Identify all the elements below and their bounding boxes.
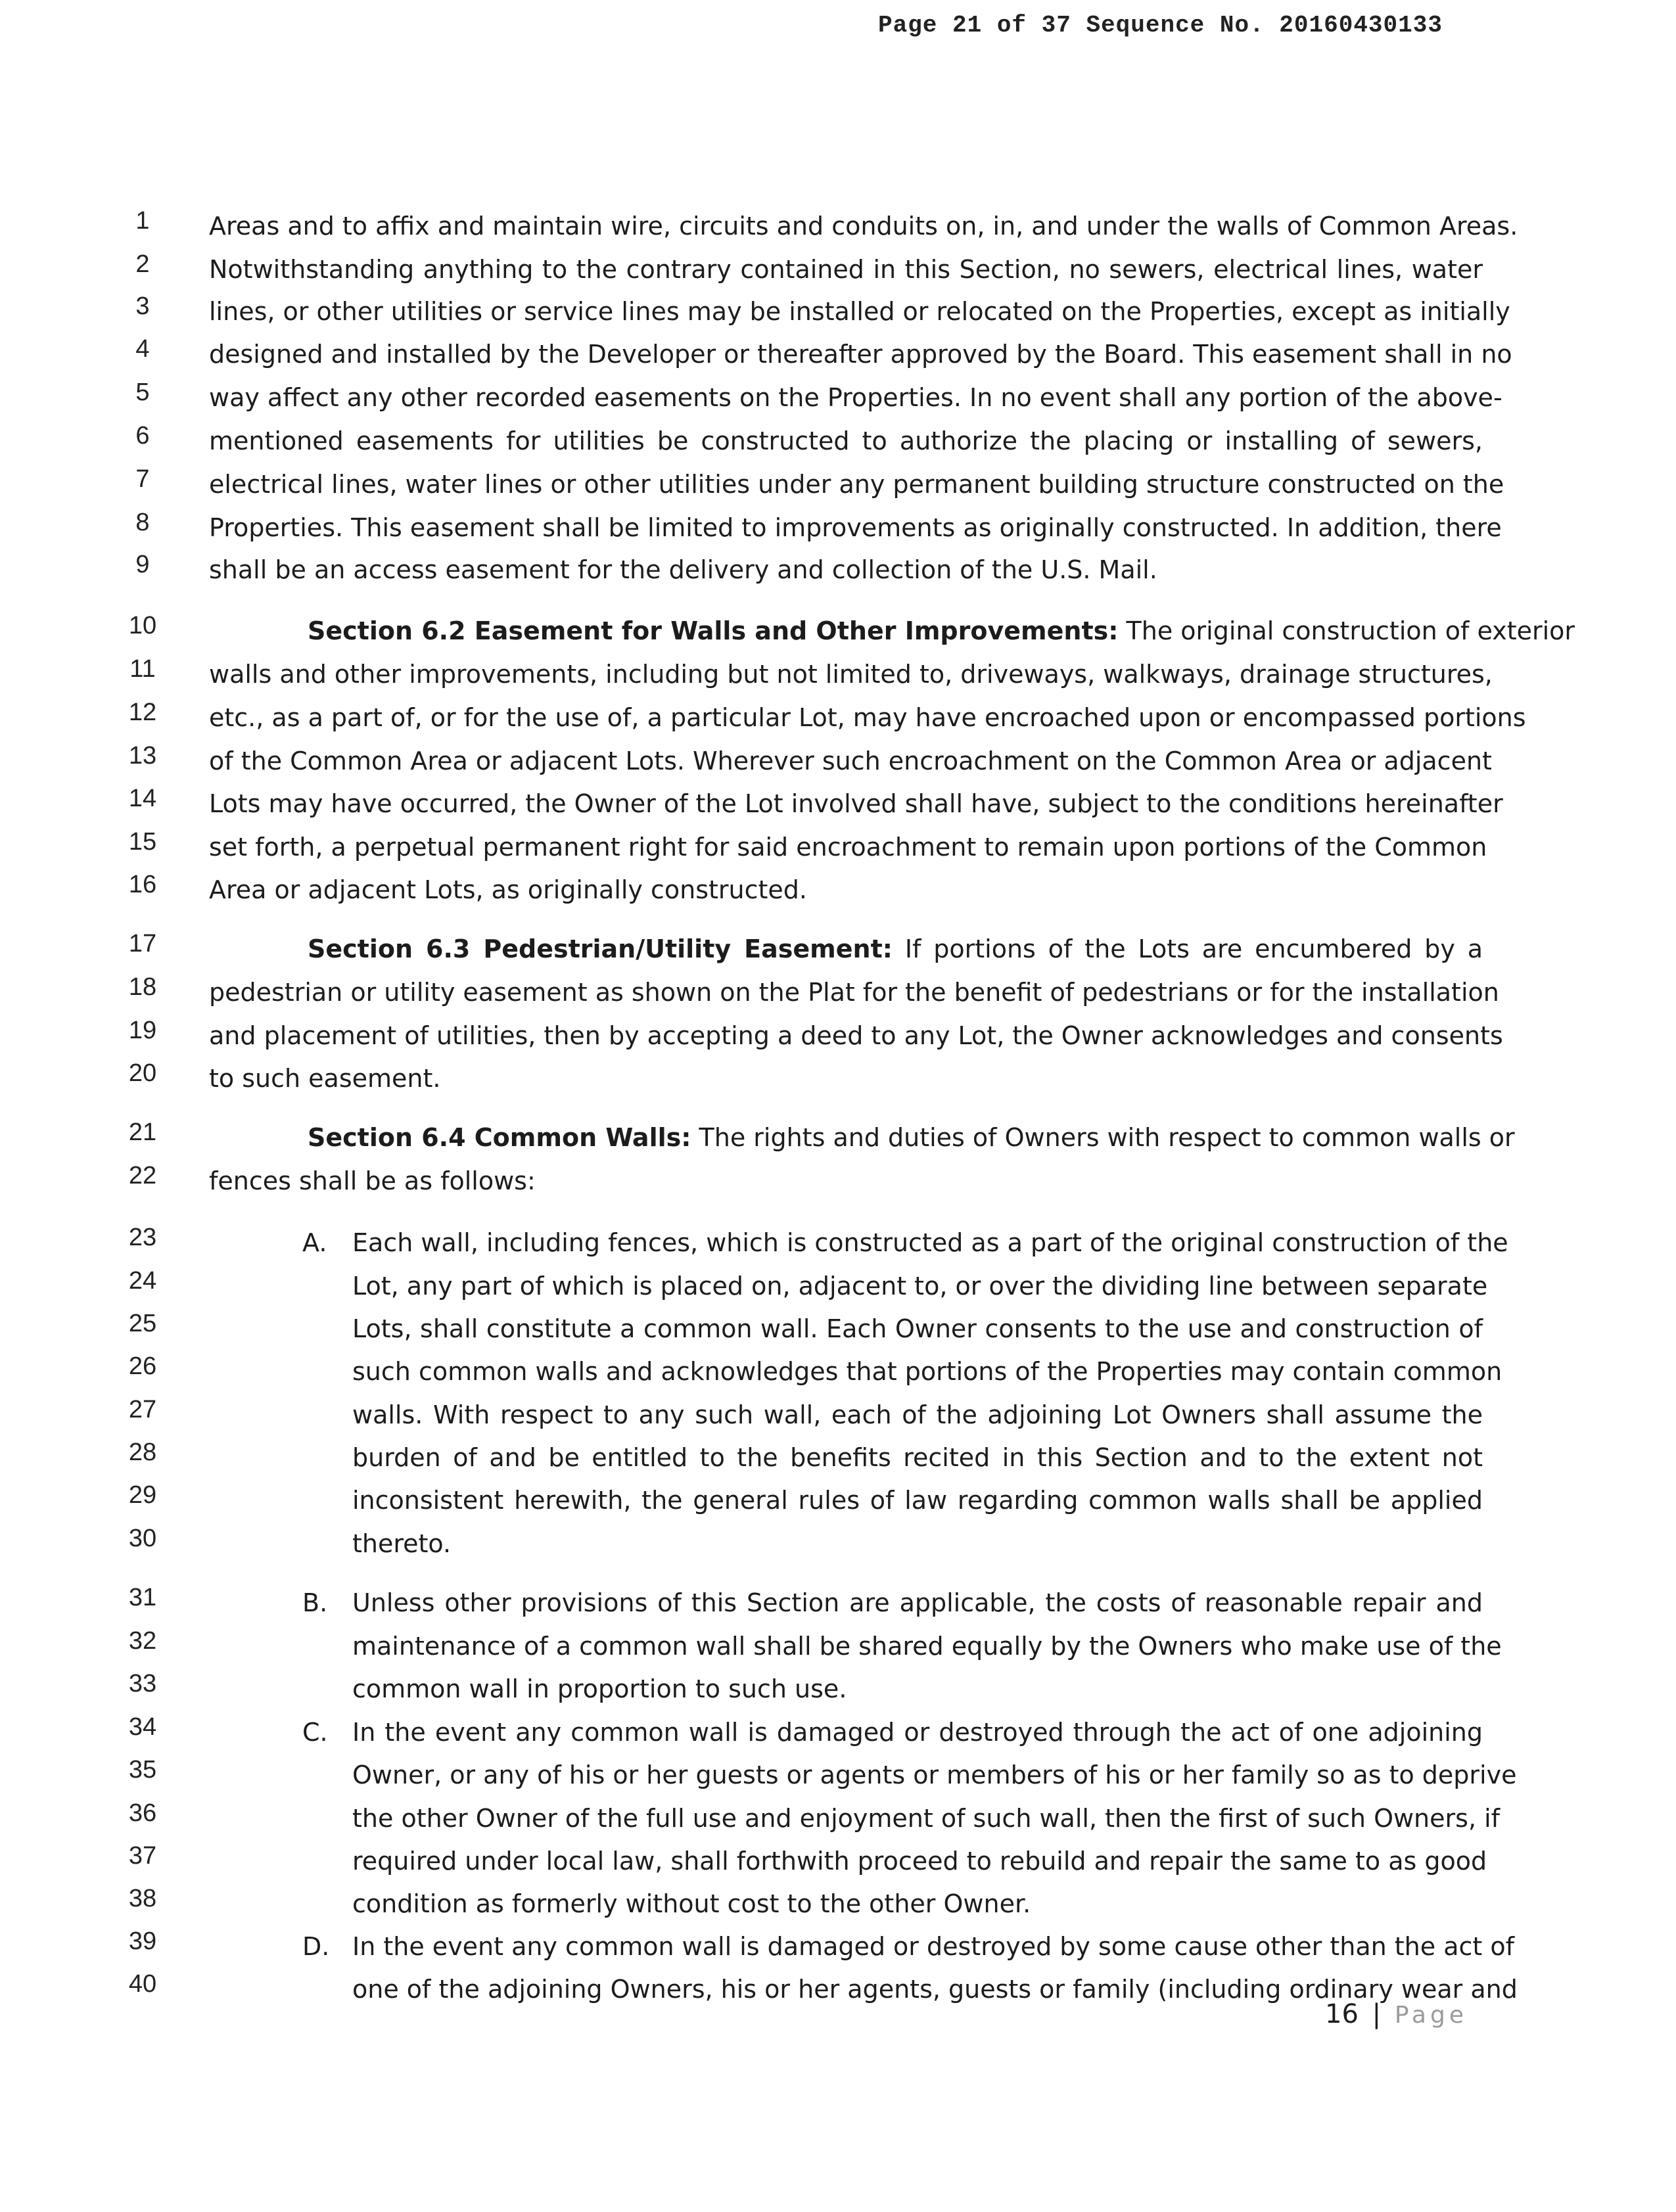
line-number: 35: [128, 1756, 157, 1784]
line-number: 20: [128, 1059, 157, 1087]
text-line: set forth, a perpetual permanent right for said encroachment to remain upon portions of the Common: [209, 833, 1487, 862]
line-number: 5: [135, 379, 150, 406]
list-marker: D.: [302, 1932, 330, 1961]
line-number: 18: [128, 973, 157, 1001]
line-number: 15: [128, 828, 157, 856]
text-line: Properties. This easement shall be limited to improvements as originally constructed. In addition, there: [209, 513, 1502, 542]
text-line: Area or adjacent Lots, as originally constructed.: [209, 875, 807, 904]
line-number: 9: [135, 551, 150, 578]
line-number: 38: [128, 1885, 157, 1912]
line-number: 4: [135, 335, 150, 363]
text-line: Owner, or any of his or her guests or agents or members of his or her family so as to deprive: [352, 1761, 1517, 1789]
line-number: 1: [135, 207, 150, 235]
text-line: electrical lines, water lines or other utilities under any permanent building structure constructed on the: [209, 470, 1504, 499]
text-line: required under local law, shall forthwith proceed to rebuild and repair the same to as good: [352, 1847, 1487, 1876]
text-line: burden of and be entitled to the benefits recited in this Section and to the extent not: [352, 1443, 1483, 1472]
text-line: walls and other improvements, including but not limited to, driveways, walkways, drainage structures,: [209, 660, 1493, 689]
line-number: 32: [128, 1627, 157, 1655]
line-number: 12: [128, 699, 157, 726]
line-number: 19: [128, 1017, 157, 1044]
text-line: Lots may have occurred, the Owner of the Lot involved shall have, subject to the conditions hereinafter: [209, 789, 1503, 818]
line-number: 40: [128, 1970, 157, 1998]
line-number: 28: [128, 1439, 157, 1466]
text-line: Areas and to affix and maintain wire, circuits and conduits on, in, and under the walls of Common Areas.: [209, 212, 1518, 241]
line-number: 39: [128, 1927, 157, 1955]
line-number: 30: [128, 1525, 157, 1552]
section-first-line: [308, 1122, 1515, 1153]
text-line: etc., as a part of, or for the use of, a particular Lot, may have encroached upon or encompassed portions: [209, 703, 1526, 732]
line-number: 17: [128, 930, 157, 957]
list-marker: A.: [302, 1228, 327, 1257]
section-heading: Section 6.2 Easement for Walls and Other Improvements:: [308, 616, 1119, 645]
line-number: 31: [128, 1584, 157, 1611]
text-line: maintenance of a common wall shall be shared equally by the Owners who make use of the: [352, 1632, 1502, 1661]
text-line: to such easement.: [209, 1064, 441, 1093]
text-line: such common walls and acknowledges that portions of the Properties may contain common: [352, 1357, 1502, 1386]
line-number: 26: [128, 1352, 157, 1380]
line-number: 33: [128, 1670, 157, 1697]
text-line: In the event any common wall is damaged or destroyed through the act of one adjoining: [352, 1718, 1483, 1747]
text-line: pedestrian or utility easement as shown on the Plat for the benefit of pedestrians or for the installation: [209, 978, 1499, 1007]
text-line: In the event any common wall is damaged or destroyed by some cause other than the act of: [352, 1932, 1515, 1961]
line-number: 34: [128, 1713, 157, 1741]
line-number: 29: [128, 1481, 157, 1509]
text-line: designed and installed by the Developer or thereafter approved by the Board. This easement shall in no: [209, 340, 1512, 369]
page-label: Page: [1394, 2002, 1468, 2029]
list-marker: B.: [302, 1588, 328, 1617]
text-span: The original construction of exterior: [1126, 616, 1575, 645]
text-line: thereto.: [352, 1529, 452, 1558]
page-footer: [1325, 1999, 1468, 2029]
line-number: 23: [128, 1224, 157, 1251]
text-line: Each wall, including fences, which is constructed as a part of the original construction of the: [352, 1228, 1508, 1257]
text-line: the other Owner of the full use and enjoyment of such wall, then the first of such Owners, if: [352, 1804, 1501, 1833]
page-header-sequence: Page 21 of 37 Sequence No. 20160430133: [878, 12, 1443, 39]
footer-separator: |: [1372, 1999, 1382, 2029]
line-number: 10: [128, 612, 157, 639]
line-number: 13: [128, 742, 157, 770]
text-line: and placement of utilities, then by accepting a deed to any Lot, the Owner acknowledges and consents: [209, 1021, 1503, 1050]
line-number: 11: [129, 655, 156, 683]
text-line: Lot, any part of which is placed on, adjacent to, or over the dividing line between separate: [352, 1272, 1488, 1301]
text-span: If portions of the Lots are encumbered by a: [904, 934, 1483, 963]
section-first-line: [308, 616, 1575, 646]
list-marker: C.: [302, 1718, 328, 1747]
line-number: 25: [128, 1310, 157, 1337]
line-number: 8: [135, 509, 150, 536]
line-number: 2: [135, 250, 150, 278]
text-line: Unless other provisions of this Section are applicable, the costs of reasonable repair and: [352, 1588, 1483, 1617]
text-line: lines, or other utilities or service lines may be installed or relocated on the Properties, except as initially: [209, 297, 1510, 326]
section-heading: Section 6.4 Common Walls:: [308, 1123, 691, 1152]
section-heading: Section 6.3 Pedestrian/Utility Easement:: [308, 934, 893, 963]
text-line: Lots, shall constitute a common wall. Each Owner consents to the use and construction of: [352, 1314, 1483, 1343]
line-number: 7: [135, 465, 150, 493]
line-number: 6: [135, 422, 150, 449]
text-line: fences shall be as follows:: [209, 1166, 536, 1195]
section-first-line: [308, 934, 1483, 964]
text-line: common wall in proportion to such use.: [352, 1674, 847, 1703]
text-line: mentioned easements for utilities be constructed to authorize the placing or installing of sewers,: [209, 426, 1483, 455]
line-number: 3: [135, 292, 150, 320]
line-number: 37: [128, 1842, 157, 1870]
line-number: 14: [128, 785, 157, 812]
text-line: way affect any other recorded easements on the Properties. In no event shall any portion of the above-: [209, 383, 1502, 412]
line-number: 22: [128, 1162, 157, 1189]
line-number: 27: [128, 1396, 157, 1423]
text-line: one of the adjoining Owners, his or her agents, guests or family (including ordinary wear and: [352, 1975, 1518, 2004]
text-line: of the Common Area or adjacent Lots. Wherever such encroachment on the Common Area or adjacent: [209, 747, 1492, 775]
text-span: The rights and duties of Owners with respect to common walls or: [699, 1123, 1515, 1152]
line-number: 21: [128, 1118, 157, 1146]
text-line: Notwithstanding anything to the contrary contained in this Section, no sewers, electrical lines, water: [209, 255, 1483, 284]
line-number: 24: [128, 1267, 157, 1295]
text-line: shall be an access easement for the delivery and collection of the U.S. Mail.: [209, 555, 1157, 584]
page-number: 16: [1325, 1999, 1359, 2029]
text-line: walls. With respect to any such wall, each of the adjoining Lot Owners shall assume the: [352, 1400, 1483, 1429]
line-number: 36: [128, 1799, 157, 1827]
line-number: 16: [128, 871, 157, 898]
text-line: condition as formerly without cost to the other Owner.: [352, 1889, 1031, 1918]
text-line: inconsistent herewith, the general rules of law regarding common walls shall be applied: [352, 1486, 1483, 1515]
